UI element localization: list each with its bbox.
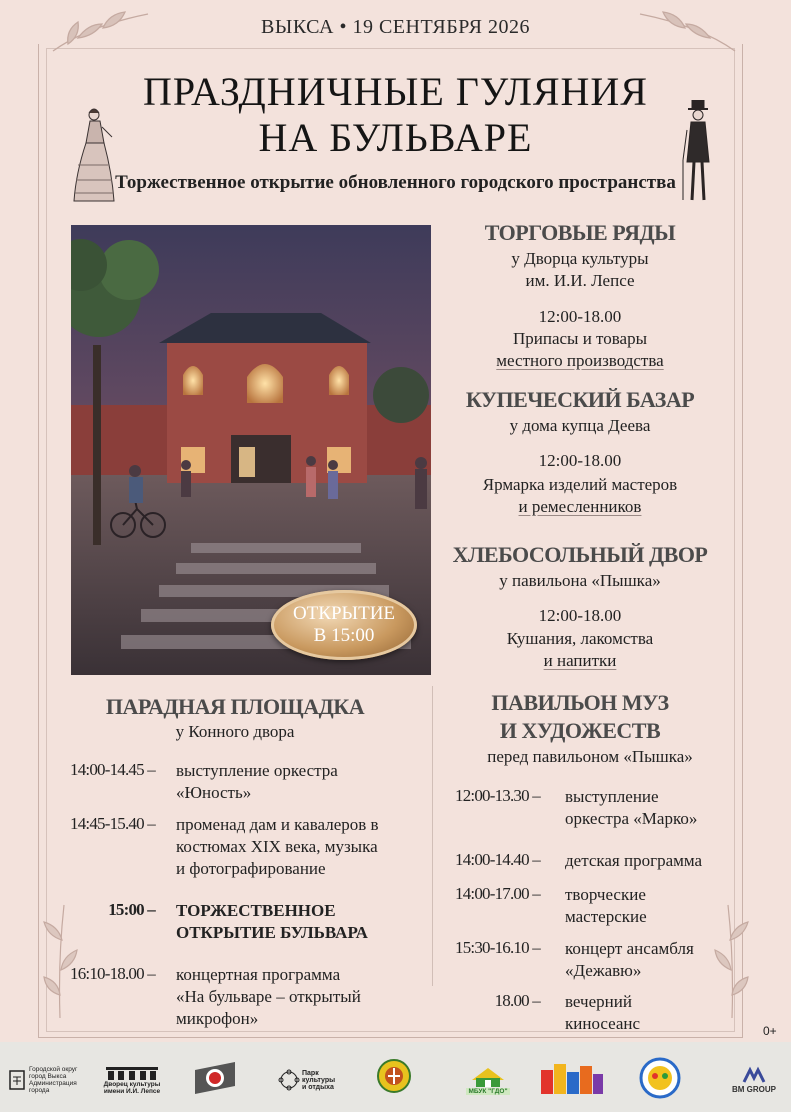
paradnaya-place: у Конного двора xyxy=(175,722,295,741)
dk-logo-line2: имени И.И. Лепсе xyxy=(103,1088,161,1095)
red-dot-logo-icon xyxy=(191,1060,239,1096)
pavilion-item-desc-line2: «Дежавю» xyxy=(565,961,642,980)
opening-time-badge xyxy=(271,590,417,660)
pavilion-item-desc-line1: вечерний xyxy=(565,992,632,1011)
vyksa-crest-icon xyxy=(8,1069,26,1091)
emblem-logo xyxy=(374,1056,414,1096)
pavilion-item-desc-line2: киносеанс xyxy=(565,1014,641,1033)
page-title-line2: НА БУЛЬВАРЕ xyxy=(258,115,533,160)
page-subtitle: Торжественное открытие обновленного городского пространства xyxy=(115,172,676,193)
age-rating: 0+ xyxy=(763,1024,777,1038)
vyksa-logo-line4: города xyxy=(29,1087,50,1094)
pavilion-item-desc-line2: оркестра «Марко» xyxy=(565,809,698,828)
paradnaya-item-desc-line3: микрофон» xyxy=(176,1009,259,1028)
pavilion-item-desc-line1: концерт ансамбля xyxy=(565,939,694,958)
circle-logo xyxy=(190,1058,240,1098)
mbuk-house-icon xyxy=(468,1066,508,1088)
paradnaya-item-time: 16:10-18.00 – xyxy=(70,964,155,983)
footer-logo-bar xyxy=(0,1042,791,1112)
gentleman-figure-illustration xyxy=(678,100,720,205)
paradnaya-item-time: 15:00 – xyxy=(108,900,155,919)
vyksa-logo-line3: Администрация xyxy=(29,1080,77,1087)
park-logo xyxy=(278,1058,340,1102)
kupechesky-desc-line2: и ремесленников xyxy=(518,497,642,516)
hlebosolny-place: у павильона «Пышка» xyxy=(499,571,661,590)
section-title-pavilion-line2: И ХУДОЖЕСТВ xyxy=(499,718,661,743)
kupechesky-time: 12:00-18.00 xyxy=(538,451,622,470)
park-circle-icon xyxy=(278,1069,300,1091)
mbuk-logo-text: МБУК "ГДО" xyxy=(468,1087,508,1095)
paradnaya-item-desc-line2: костюмах XIX века, музыка xyxy=(176,837,378,856)
pavilion-item-time: 18.00 – xyxy=(494,991,540,1010)
vyksa-logo-line1: Городской округ xyxy=(29,1066,78,1073)
paradnaya-item-desc-line3: и фотографирование xyxy=(176,859,326,878)
badge-line1: ОТКРЫТИЕ xyxy=(292,603,396,624)
location-date: ВЫКСА • 19 СЕНТЯБРЯ 2026 xyxy=(261,16,530,38)
hlebosolny-desc-line2: и напитки xyxy=(543,651,617,670)
section-title-torgovye: ТОРГОВЫЕ РЯДЫ xyxy=(484,220,676,245)
kupechesky-place: у дома купца Деева xyxy=(509,416,651,435)
bm-group-logo xyxy=(722,1058,786,1100)
pavilion-item-desc-line1: детская программа xyxy=(565,851,703,870)
section-title-kupechesky: КУПЕЧЕСКИЙ БАЗАР xyxy=(465,387,695,412)
children-center-icon xyxy=(639,1057,681,1099)
paradnaya-item-desc-line1: концертная программа xyxy=(176,965,341,984)
pavilion-item-time: 14:00-17.00 – xyxy=(455,884,540,903)
park-logo-line3: и отдыха xyxy=(302,1083,334,1091)
dk-lepse-logo xyxy=(100,1060,164,1100)
paradnaya-item-time: 14:00-14.45 – xyxy=(70,760,155,779)
torgovye-place-line2: им. И.И. Лепсе xyxy=(525,271,635,290)
park-logo-line2: культуры xyxy=(302,1076,336,1084)
vyksa-logo-line2: город Выкса xyxy=(29,1073,67,1080)
dk-building-icon xyxy=(104,1065,160,1081)
section-title-pavilion-line1: ПАВИЛЬОН МУЗ xyxy=(491,690,669,715)
column-divider xyxy=(432,686,433,986)
lady-figure-illustration xyxy=(72,105,120,205)
paradnaya-item-desc-line1: ТОРЖЕСТВЕННОЕ xyxy=(176,901,336,920)
torgovye-desc-line1: Припасы и товары xyxy=(512,329,648,348)
pavilion-item-desc-line2: мастерские xyxy=(565,907,647,926)
section-title-paradnaya: ПАРАДНАЯ ПЛОЩАДКА xyxy=(105,694,365,719)
paradnaya-item-desc-line1: променад дам и кавалеров в xyxy=(176,815,379,834)
torgovye-place-line1: у Дворца культуры xyxy=(511,249,649,268)
pavilion-item-desc-line1: выступление xyxy=(565,787,659,806)
colorful-blocks-icon xyxy=(539,1060,605,1096)
paradnaya-item-desc-line2: ОТКРЫТИЕ БУЛЬВАРА xyxy=(176,923,368,942)
bm-group-text: BM GROUP xyxy=(732,1084,776,1094)
park-logo-line1: Парк xyxy=(302,1069,319,1077)
dk-logo-line1: Дворец культуры xyxy=(103,1081,161,1088)
torgovye-desc-line2: местного производства xyxy=(496,351,664,370)
paradnaya-item-time: 14:45-15.40 – xyxy=(70,814,155,833)
page-title-line1: ПРАЗДНИЧНЫЕ ГУЛЯНИЯ xyxy=(143,69,648,114)
vyksa-administration-logo xyxy=(8,1066,88,1094)
pavilion-item-time: 15:30-16.10 – xyxy=(455,938,540,957)
badge-line2: В 15:00 xyxy=(313,625,375,646)
paradnaya-item-desc-line2: «На бульваре – открытый xyxy=(176,987,361,1006)
paradnaya-item-desc-line2: «Юность» xyxy=(176,783,252,802)
pavilion-item-time: 12:00-13.30 – xyxy=(455,786,540,805)
hlebosolny-desc-line1: Кушания, лакомства xyxy=(506,629,654,648)
section-title-hlebosolny: ХЛЕБОСОЛЬНЫЙ ДВОР xyxy=(452,542,708,567)
children-center-logo xyxy=(638,1056,682,1100)
yellow-emblem-icon xyxy=(376,1058,412,1094)
colorful-letters-logo xyxy=(538,1058,606,1098)
bm-group-mark-icon xyxy=(740,1066,768,1086)
paradnaya-item-desc-line1: выступление оркестра xyxy=(176,761,338,780)
kupechesky-desc-line1: Ярмарка изделий мастеров xyxy=(482,475,678,494)
hlebosolny-time: 12:00-18.00 xyxy=(538,606,622,625)
pavilion-item-time: 14:00-14.40 – xyxy=(455,850,540,869)
torgovye-time: 12:00-18.00 xyxy=(538,307,622,326)
pavilion-item-desc-line1: творческие xyxy=(565,885,646,904)
pavilion-place: перед павильоном «Пышка» xyxy=(487,747,693,766)
mbuk-gdo-logo xyxy=(455,1060,521,1100)
